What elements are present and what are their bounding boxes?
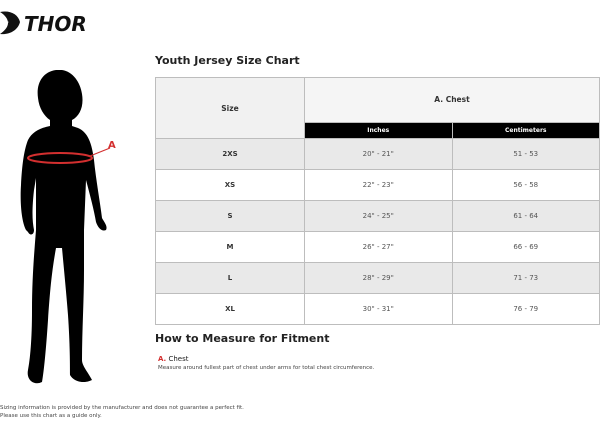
brand-name: THOR <box>24 12 87 36</box>
measurement-label <box>158 355 188 363</box>
cm-cell: 56 - 58 <box>452 170 600 201</box>
measurement-description: Measure around fullest part of chest under arms for total chest circumference. <box>158 365 375 371</box>
size-cell: M <box>156 232 305 263</box>
cm-cell: 76 - 79 <box>452 294 600 325</box>
disclaimer-line: Please use this chart as a guide only. <box>0 413 102 419</box>
measurement-letter: A. <box>158 355 167 363</box>
table-row <box>156 201 600 232</box>
chest-group-header: A. Chest <box>305 78 600 123</box>
inches-cell: 20" - 21" <box>305 139 453 170</box>
size-cell: XS <box>156 170 305 201</box>
disclaimer-line: Sizing information is provided by the manufacturer and does not guarantee a perfect fit. <box>0 405 244 411</box>
inches-cell: 24" - 25" <box>305 201 453 232</box>
size-cell: 2XS <box>156 139 305 170</box>
disclaimer <box>0 404 244 420</box>
table-row <box>156 170 600 201</box>
measurement-name: Chest <box>168 355 189 363</box>
size-cell: XL <box>156 294 305 325</box>
centimeters-header: Centimeters <box>452 122 600 138</box>
cm-cell: 66 - 69 <box>452 232 600 263</box>
size-cell: S <box>156 201 305 232</box>
size-column-header: Size <box>156 78 305 139</box>
size-chart-table <box>155 77 600 325</box>
how-to-measure-title: How to Measure for Fitment <box>155 332 330 345</box>
inches-header: Inches <box>305 122 453 138</box>
table-row <box>156 232 600 263</box>
inches-cell: 28" - 29" <box>305 263 453 294</box>
table-row <box>156 139 600 170</box>
cm-cell: 61 - 64 <box>452 201 600 232</box>
size-cell: L <box>156 263 305 294</box>
thor-hammer-logo-icon <box>0 11 20 34</box>
inches-cell: 22" - 23" <box>305 170 453 201</box>
size-chart-title: Youth Jersey Size Chart <box>155 54 300 67</box>
cm-cell: 71 - 73 <box>452 263 600 294</box>
inches-cell: 26" - 27" <box>305 232 453 263</box>
youth-silhouette-icon <box>12 70 122 390</box>
table-row <box>156 263 600 294</box>
table-row <box>156 294 600 325</box>
cm-cell: 51 - 53 <box>452 139 600 170</box>
chest-marker-label: A <box>108 140 116 151</box>
inches-cell: 30" - 31" <box>305 294 453 325</box>
thor-logo <box>0 8 110 38</box>
